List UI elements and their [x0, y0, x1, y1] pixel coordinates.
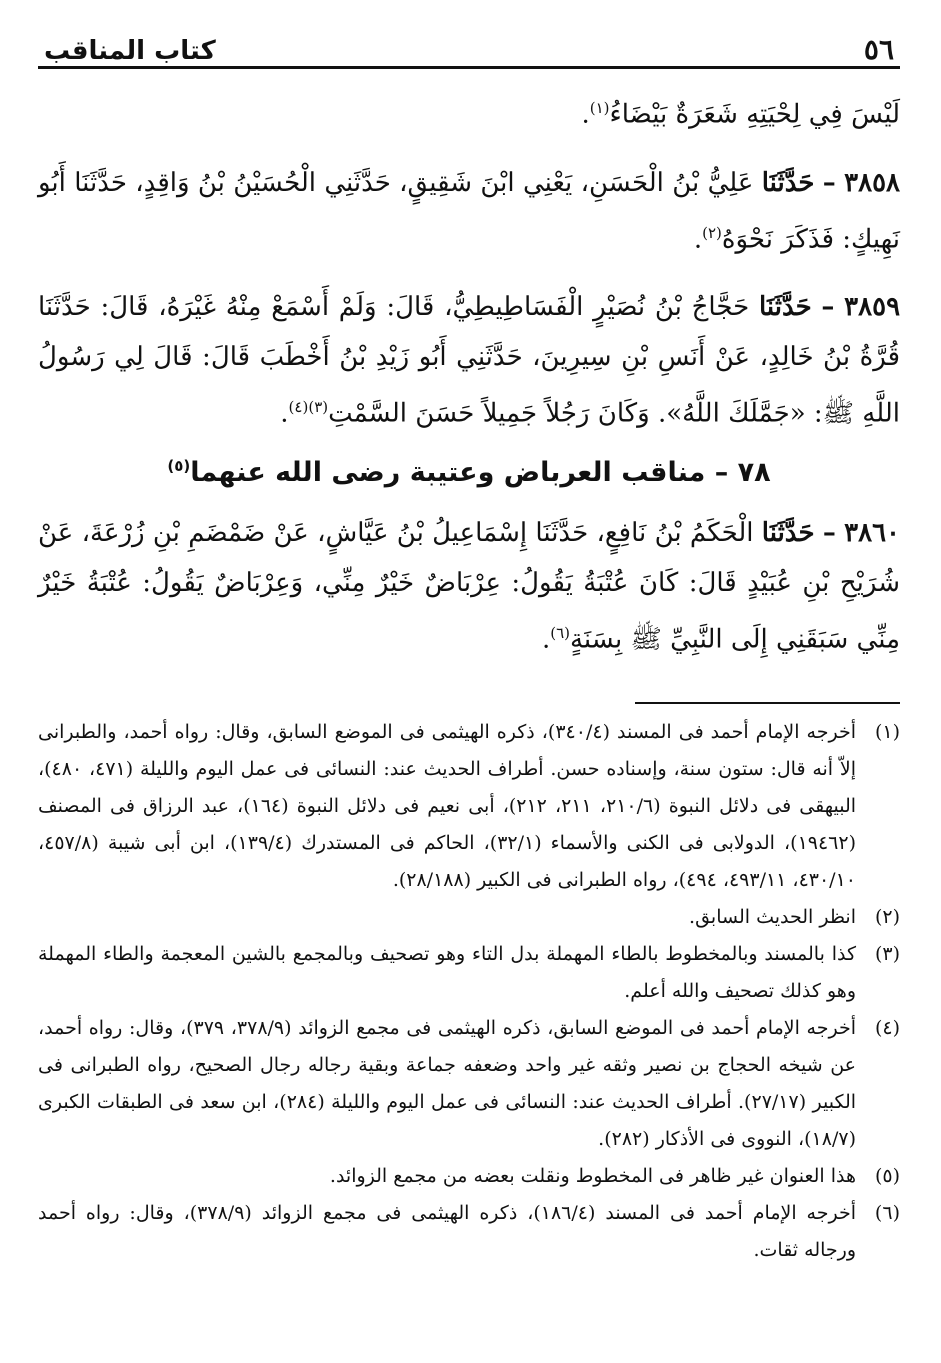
- continuation-paragraph: [38, 83, 900, 140]
- page-number: ٥٦: [863, 33, 894, 66]
- hadith-opener: حَدَّثَنَا: [761, 167, 815, 198]
- footnote-text: أخرجه الإمام أحمد فى المسند (٣٤٠/٤)، ذكره الهيثمى فى الموضع السابق، وقال: رواه أحمد، والطبرانى إلاّ أنه قال: ستون سنة، وإسناده حسن. أطراف الحديث عند: النسائى فى عمل اليوم والليلة (٤٧١، ٤٨٠)، البيهقى فى دلائل النبوة (٢١٠/٦، ٢١١، ٢١٢)، أبى نعيم فى دلائل النبوة (١٦٤)، عبد الرزاق فى المصنف (١٩٤٦٢)، الدولابى فى الكنى والأسماء (٣٢/١)، الحاكم فى المستدرك (١٣٩/٤)، ابن أبى شيبة (٤٥٧/٨، ٤٣٠/١٠، ٤٩٣/١١، ٤٩٤)، رواه الطبرانى فى الكبير (٢٨/١٨٨).: [38, 721, 857, 891]
- footnote-4: [38, 1010, 900, 1158]
- hadith-text: عَلِيُّ بْنُ الْحَسَنِ، يَعْنِي ابْنَ شَقِيقٍ، حَدَّثَنِي الْحُسَيْنُ بْنُ وَاقِدٍ، حَدَّثَنَا أَبُو نَهِيكٍ: فَذَكَرَ نَحْوَهُ: [38, 167, 900, 255]
- hadith-3860: [38, 508, 900, 665]
- page: [38, 22, 900, 1342]
- section-title: مناقب العرباض وعتيبة رضى الله عنهما: [190, 456, 706, 488]
- hadith-opener: حَدَّثَنَا: [758, 292, 812, 323]
- hadith-3859: [38, 282, 900, 439]
- section-heading: [38, 457, 900, 488]
- footnote-text: انظر الحديث السابق.: [689, 906, 856, 928]
- footnote-ref: (٢): [702, 223, 722, 242]
- footnote-text: أخرجه الإمام أحمد فى المسند (١٨٦/٤)، ذكره الهيثمى فى مجمع الزوائد (٣٧٨/٩)، وقال: رواه أحمد ورجاله ثقات.: [38, 1202, 856, 1261]
- period: .: [581, 99, 590, 130]
- footnote-ref: (٥): [167, 456, 191, 475]
- footnote-ref: (٣)(٤): [288, 398, 329, 417]
- footnote-separator: [635, 702, 900, 704]
- page-header: [38, 22, 900, 69]
- hadith-number: ٣٨٥٩: [844, 292, 901, 323]
- footnote-3: [38, 936, 900, 1010]
- footnote-mark: (٦): [874, 1202, 900, 1224]
- footnote-mark: (٤): [874, 1017, 900, 1039]
- dash: –: [822, 167, 836, 198]
- footnote-mark: (٥): [874, 1165, 900, 1187]
- period: .: [693, 224, 703, 255]
- hadith-text: الْحَكَمُ بْنُ نَافِعٍ، حَدَّثَنَا إِسْمَاعِيلُ بْنُ عَيَّاشٍ، عَنْ ضَمْضَمِ بْنِ زُرْعَةَ، عَنْ شُرَيْحِ بْنِ عُبَيْدٍ قَالَ: كَانَ عُتْبَةُ يَقُولُ: عِرْبَاضٌ خَيْرٌ مِنِّي، وَعِرْبَاضٌ يَقُولُ: عُتْبَةُ خَيْرٌ مِنِّي سَبَقَنِي إِلَى النَّبِيِّ ﷺ بِسَنَةٍ: [38, 517, 900, 655]
- dash: –: [714, 456, 729, 488]
- dash: –: [821, 292, 835, 323]
- hadith-3858: [38, 158, 900, 265]
- hadith-number: ٣٨٦٠: [844, 517, 901, 548]
- hadith-opener: حَدَّثَنَا: [761, 517, 815, 548]
- period: .: [280, 398, 289, 429]
- footnote-2: [38, 899, 900, 936]
- hadith-number: ٣٨٥٨: [844, 167, 900, 198]
- period: .: [541, 624, 551, 655]
- footnote-ref: (٦): [550, 623, 570, 642]
- footnote-1: [38, 714, 900, 899]
- book-title: كتاب المناقب: [44, 36, 216, 66]
- footnote-5: [38, 1158, 900, 1195]
- footnote-mark: (١): [874, 721, 900, 743]
- footnote-text: أخرجه الإمام أحمد فى الموضع السابق، ذكره الهيثمى فى مجمع الزوائد (٣٧٨/٩، ٣٧٩)، وقال: رواه أحمد، عن شيخه الحجاج بن نصير وثقه غير واحد وضعفه جماعة وبقية رجاله رجال الصحيح، رواه الطبرانى فى الكبير (٢٧/١٧). أطراف الحديث عند: النسائى فى عمل اليوم والليلة (٢٨٤)، ابن سعد فى الطبقات الكبرى (١٨/٧)، النووى فى الأذكار (٢٨٢).: [38, 1017, 857, 1150]
- footnote-text: هذا العنوان غير ظاهر فى المخطوط ونقلت بعضه من مجمع الزوائد.: [329, 1165, 856, 1187]
- footnote-6: [38, 1195, 900, 1269]
- hadith-text: حَجَّاجُ بْنُ نُصَيْرٍ الْفَسَاطِيطِيُّ، قَالَ: وَلَمْ أَسْمَعْ مِنْهُ غَيْرَهُ، قَالَ: حَدَّثَنَا قُرَّةُ بْنُ خَالِدٍ، عَنْ أَنَسِ بْنِ سِيرِينَ، حَدَّثَنِي أَبُو زَيْدِ بْنُ أَخْطَبَ قَالَ: قَالَ لِي رَسُولُ اللَّهِ ﷺ: «جَمَّلَكَ اللَّهُ». وَكَانَ رَجُلاً جَمِيلاً حَسَنَ السَّمْتِ: [38, 292, 900, 429]
- footnotes: [38, 714, 900, 1269]
- footnote-mark: (٣): [874, 943, 900, 965]
- dash: –: [822, 517, 836, 548]
- footnote-text: كذا بالمسند وبالمخطوط بالطاء المهملة بدل التاء وهو تصحيف وبالمجمع بالشين المعجمة والطاء المهملة وهو كذلك تصحيف والله أعلم.: [38, 943, 856, 1002]
- footnote-ref: (١): [589, 99, 610, 117]
- continuation-text: لَيْسَ فِي لِحْيَتِهِ شَعَرَةٌ بَيْضَاءُ: [609, 99, 900, 130]
- section-number: ٧٨: [737, 456, 771, 488]
- footnote-mark: (٢): [874, 906, 900, 928]
- main-text: [38, 83, 900, 665]
